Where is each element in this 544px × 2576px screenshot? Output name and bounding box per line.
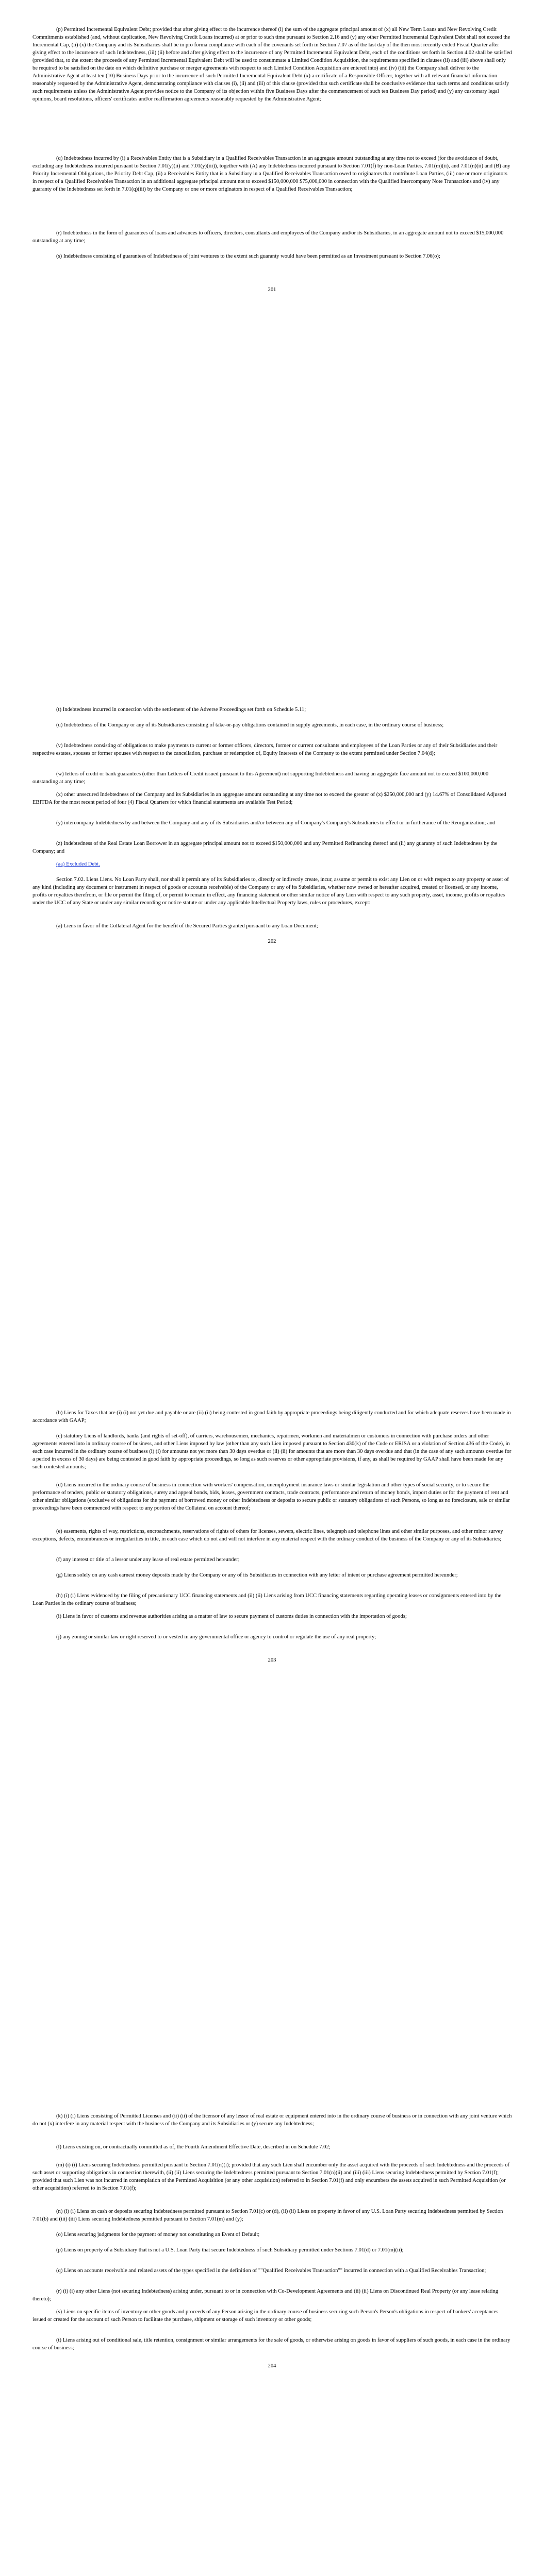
- paragraph-f-lessor-interest: (f) any interest or title of a lessor under any lease of real estate permitted hereunder;: [56, 1557, 240, 1563]
- paragraph-l-existing-liens: (l) Liens existing on, or contractually committed as of, the Fourth Amendment Effective Date, described in on Schedule 7.02;: [56, 2144, 331, 2150]
- paragraph-n-cash-deposit-liens: (n) (i) (i) Liens on cash or deposits securing Indebtedness permitted pursuant to Section 7.01(c) or (d), (ii) (ii) Liens on property in favor of any U.S. Loan Party securing Indebtedness permitted by Section 7.01(b) and (iii) (iii) Liens securing Indebtedness permitted pursuant to Section 7.01(m) and (y);: [32, 2209, 503, 2223]
- paragraph-x-unsecured-indebtedness: (x) other unsecured Indebtedness of the Company and its Subsidiaries in an aggregate amount outstanding at any time not to exceed the greater of (x) $250,000,000 and (y) 14.67% of Consolidated Adjusted EBITDA for the most recent period of four (4) Fiscal Quarters for which financial statements are available Test Period;: [32, 792, 506, 806]
- paragraph-o-judgment-liens: (o) Liens securing judgments for the payment of money not constituting an Event of Default;: [56, 2232, 260, 2238]
- paragraph-d-workers-compensation: (d) Liens incurred in the ordinary course of business in connection with workers' compensation, unemployment insurance laws or similar legislation and other types of social security, or to secure the performance of tenders, public or statutory obligations, surety and appeal bonds, bids, leases, government contracts, trade contracts, performance and return of money bonds, import duties or for the payment of rent and other similar obligations (exclusive of obligations for the payment of borrowed money or other Indebtedness or deposits to secure public or statutory obligations of such Persons, so long as no foreclosure, sale or similar proceedings have been commenced with respect to any portion of the Collateral on account thereof;: [32, 1482, 510, 1512]
- paragraph-h-ucc-filings: (h) (i) (i) Liens evidenced by the filing of precautionary UCC financing statements and (ii) (ii) Liens arising from UCC financing statements regarding operating leases or consignments entered into by the Loan Parties in the ordinary course of business;: [32, 1593, 502, 1607]
- paragraph-y-intercompany-indebtedness: (y) intercompany Indebtedness by and between the Company and any of its Subsidiaries and/or between any of Company's Company's Subsidiaries to effect or in furtherance of the Reorganization; and: [56, 820, 496, 826]
- paragraph-q-receivables-indebtedness: (q) Indebtedness incurred by (i) a Receivables Entity that is a Subsidiary in a Qualified Receivables Transaction in an aggregate amount outstanding at any time not to exceed (for the avoidance of doubt, excluding any Indebtedness incurred pursuant to Section 7.01(y)(ii) and 7.01(y)(iii)), together with (A) any Indebtedness incurred pursuant to Section 7.01(f) by non-Loan Parties, 7.01(m)(ii), and 7.01(n)(ii) and (B) any Priority Incremental Obligations, the Priority Debt Cap, (ii) a Receivables Entity that is a Subsidiary in a Qualified Receivables Transaction owed to originators that contribute Loan Parties, (iii) one or more originators in respect of a Qualified Receivables Transaction in an additional aggregate principal amount not to exceed $150,000,000 $75,000,000 in connection with the Qualified Intercompany Note Transactions and (iv) any guaranty of the Indebtedness set forth in 7.01(q)(iii) by the Company or one or more originators in respect of a Qualified Receivables Transaction;: [32, 156, 510, 193]
- paragraph-r-co-development-liens: (r) (i) (i) any other Liens (not securing Indebtedness) arising under, pursuant to or in connection with Co-Development Agreements and (ii) (ii) Liens on Discontinued Real Property (or any lease relating thereto);: [32, 2289, 499, 2302]
- page-number: 204: [268, 2363, 276, 2369]
- paragraph-j-zoning: (j) any zoning or similar law or right reserved to or vested in any governmental office or agency to control or regulate the use of any real property;: [56, 1634, 376, 1640]
- page-number: 202: [268, 939, 276, 944]
- paragraph-g-earnest-money: (g) Liens solely on any cash earnest money deposits made by the Company or any of its Subsidiaries in connection with any letter of intent or purchase agreement permitted hereunder;: [56, 1572, 458, 1578]
- paragraph-m-acquisition-liens: (m) (i) (i) Liens securing Indebtedness permitted pursuant to Section 7.01(n)(i); provided that any such Lien shall encumber only the asset acquired with the proceeds of such Indebtedness and the proceeds of such asset or supporting obligations in connection therewith, (ii) (ii) Liens securing the Indebtedness permitted pursuant to Section 7.01(n)(ii) and (iii) (iii) Liens securing Indebtedness permitted by Section 7.01(f); provided that such Lien was not incurred in contemplation of the Permitted Acquisition (or any other acquisition) referred to in Section 7.01(f) and only encumbers the assets acquired in such Permitted Acquisition (or other acquisition) referred to in Section 7.01(f);: [32, 2162, 510, 2192]
- paragraph-r-guarantees-of-loans: (r) Indebtedness in the form of guarantees of loans and advances to officers, directors, consultants and employees of the Company and/or its Subsidiaries, in an aggregate amount not to exceed $15,000,000 outstanding at any time;: [32, 230, 504, 244]
- paragraph-p-non-us-subsidiary-liens: (p) Liens on property of a Subsidiary that is not a U.S. Loan Party that secure Indebtedness of such Subsidiary permitted under Sections 7.01(d) or 7.01(m)(ii);: [56, 2247, 404, 2253]
- paragraph-a-collateral-agent-liens: (a) Liens in favor of the Collateral Agent for the benefit of the Secured Parties granted pursuant to any Loan Document;: [56, 923, 318, 929]
- paragraph-e-easements: (e) easements, rights of way, restrictions, encroachments, reservations of rights of others for licenses, sewers, electric lines, telegraph and telephone lines and other similar purposes, and other minor survey exceptions, defects, encumbrances or irregularities in title, in each case which do not and will not interfere in any material respect with the ordinary conduct of the business of the Company or any of its Subsidiaries;: [32, 1529, 503, 1543]
- paragraph-k-permitted-licenses: (k) (i) (i) Liens consisting of Permitted Licenses and (ii) (ii) of the licensor of any lessor of real estate or equipment entered into in the ordinary course of business or in connection with any joint venture which do not (x) interfere in any material respect with the business of the Company and its Subsidiaries or (y) secure any Indebtedness;: [32, 2113, 512, 2127]
- paragraph-c-statutory-liens: (c) statutory Liens of landlords, banks (and rights of set-off), of carriers, warehousemen, mechanics, repairmen, workmen and materialmen or customers in connection with purchase orders and other agreements entered into in ordinary course of business, and other Liens imposed by law (other than any such Lien imposed pursuant to Section 430(k) of the Code or ERISA or a violation of Section 436 of the Code), in each case incurred in the ordinary course of business (i) (i) for amounts not yet more than 30 days overdue or (ii) (ii) for amounts that are more than 30 days overdue and that (in the case of any such amounts overdue for a period in excess of 30 days) are being contested in good faith by appropriate proceedings, so long as such reserves or other appropriate provisions, if any, as shall be required by GAAP shall have been made for any such contested amounts;: [32, 1433, 512, 1470]
- paragraph-w-letters-of-credit: (w) letters of credit or bank guarantees (other than Letters of Credit issued pursuant to this Agreement) not supporting Indebtedness and having an aggregate face amount not to exceed $100,000,000 outstanding at any time;: [32, 771, 489, 785]
- paragraph-u-take-or-pay: (u) Indebtedness of the Company or any of its Subsidiaries consisting of take-or-pay obligations contained in supply agreements, in each case, in the ordinary course of business;: [56, 722, 444, 728]
- paragraph-z-real-estate-loan: (z) Indebtedness of the Real Estate Loan Borrower in an aggregate principal amount not to exceed $150,000,000 and any Permitted Refinancing thereof and (ii) any guaranty of such Indebtedness by the Company; and: [32, 841, 498, 855]
- paragraph-p-incremental-equivalent-debt: (p) Permitted Incremental Equivalent Debt; provided that after giving effect to the incurrence thereof (i) the sum of the aggregate principal amount of (x) all New Term Loans and New Revolving Credit Commitments established (and, without duplication, New Revolving Credit Loans incurred) at or prior to such time pursuant to Section 2.16 and (y) any other Permitted Incremental Equivalent Debt shall not exceed the Incremental Cap, (ii) (x) the Company and its Subsidiaries shall be in pro forma compliance with each of the covenants set forth in Section 7.07 as of the last day of the then most recently ended Fiscal Quarter after giving effect to the incurrence of such Indebtedness, (iii) (ii) before and after giving effect to the incurrence of any Permitted Incremental Equivalent Debt, each of the conditions set forth in Section 4.02 shall be satisfied (provided that, to the extent the proceeds of any Permitted Incremental Equivalent Debt will be used to consummate a Limited Condition Acquisition, the requirements specified in clauses (ii) and (iii) above shall only be required to be satisfied on the date on which definitive purchase or merger agreements with respect to such Limited Condition Acquisition are entered into) and (iv) (iii) the Company shall deliver to the Administrative Agent at least ten (10) Business Days prior to the incurrence of such Permitted Incremental Equivalent Debt (x) a certificate of a Responsible Officer, together with all relevant financial information reasonably requested by the Administrative Agent, demonstrating compliance with clauses (i), (ii) and (iii) of this clause (provided that such certificate shall be conclusive evidence that such terms and conditions satisfy such requirements unless the Administrative Agent provides notice to the Company of its objection within five Business Days after the commencement of such ten Business Day period) and (y) any customary legal opinions, board resolutions, officers' certificates and/or reaffirmation agreements reasonably requested by the Administrative Agent;: [32, 27, 512, 103]
- page-number: 203: [268, 1657, 276, 1663]
- paragraph-b-tax-liens: (b) Liens for Taxes that are (i) (i) not yet due and payable or are (ii) (ii) being contested in good faith by appropriate proceedings being diligently conducted and for which adequate reserves have been made in accordance with GAAP;: [32, 1410, 511, 1424]
- paragraph-t-conditional-sale-liens: (t) Liens arising out of conditional sale, title retention, consignment or similar arrangements for the sale of goods, or otherwise arising on goods in favor of suppliers of such goods, in each case in the ordinary course of business;: [32, 2337, 510, 2351]
- section-7-02-liens: Section 7.02. Liens Liens. No Loan Party shall, nor shall it permit any of its Subsidiaries to, directly or indirectly create, incur, assume or permit to exist any Lien on or with respect to any property or asset of any kind (including any document or instrument in respect of goods or accounts receivable) of the Company or any of its Subsidiaries, whether now owned or hereafter acquired, created or licensed, or any income, profits or royalties therefrom, or file or permit the filing of, or permit to remain in effect, any financing statement or other similar notice of any Lien with respect to any such property, asset, income, profits or royalties under the UCC of any State or under any similar recording or notice statute or under any applicable Intellectual Property laws, rules or procedures, except:: [32, 877, 509, 906]
- paragraph-q-receivables-liens: (q) Liens on accounts receivable and related assets of the types specified in the definition of ""Qualified Receivables Transaction"" incurred in connection with a Qualified Receivables Transaction;: [56, 2268, 486, 2274]
- paragraph-v-equity-redemption: (v) Indebtedness consisting of obligations to make payments to current or former officers, directors, former or current consultants and employees of the Loan Parties or any of their Subsidiaries and their respective estates, spouses or former spouses with respect to the cancellation, purchase or redemption of, Equity Interests of the Company to the extent permitted under Section 7.04(d);: [32, 743, 498, 757]
- paragraph-s-bankers-acceptance-liens: (s) Liens on specific items of inventory or other goods and proceeds of any Person arising in the ordinary course of business securing such Person's Person's obligations in respect of bankers' acceptances issued or created for the account of such Person to facilitate the purchase, shipment or storage of such inventory or other goods;: [32, 2309, 499, 2323]
- paragraph-s-joint-venture-guarantees: (s) Indebtedness consisting of guarantees of Indebtedness of joint ventures to the extent such guaranty would have been permitted as an Investment pursuant to Section 7.06(o);: [56, 253, 440, 259]
- paragraph-t-adverse-proceedings: (t) Indebtedness incurred in connection with the settlement of the Adverse Proceedings set forth on Schedule 5.11;: [56, 707, 306, 713]
- paragraph-i-customs-liens: (i) Liens in favor of customs and revenue authorities arising as a matter of law to secure payment of customs duties in connection with the importation of goods;: [56, 1614, 407, 1619]
- page-number: 201: [268, 287, 276, 293]
- paragraph-aa-excluded-debt: (aa) Excluded Debt.: [56, 861, 101, 867]
